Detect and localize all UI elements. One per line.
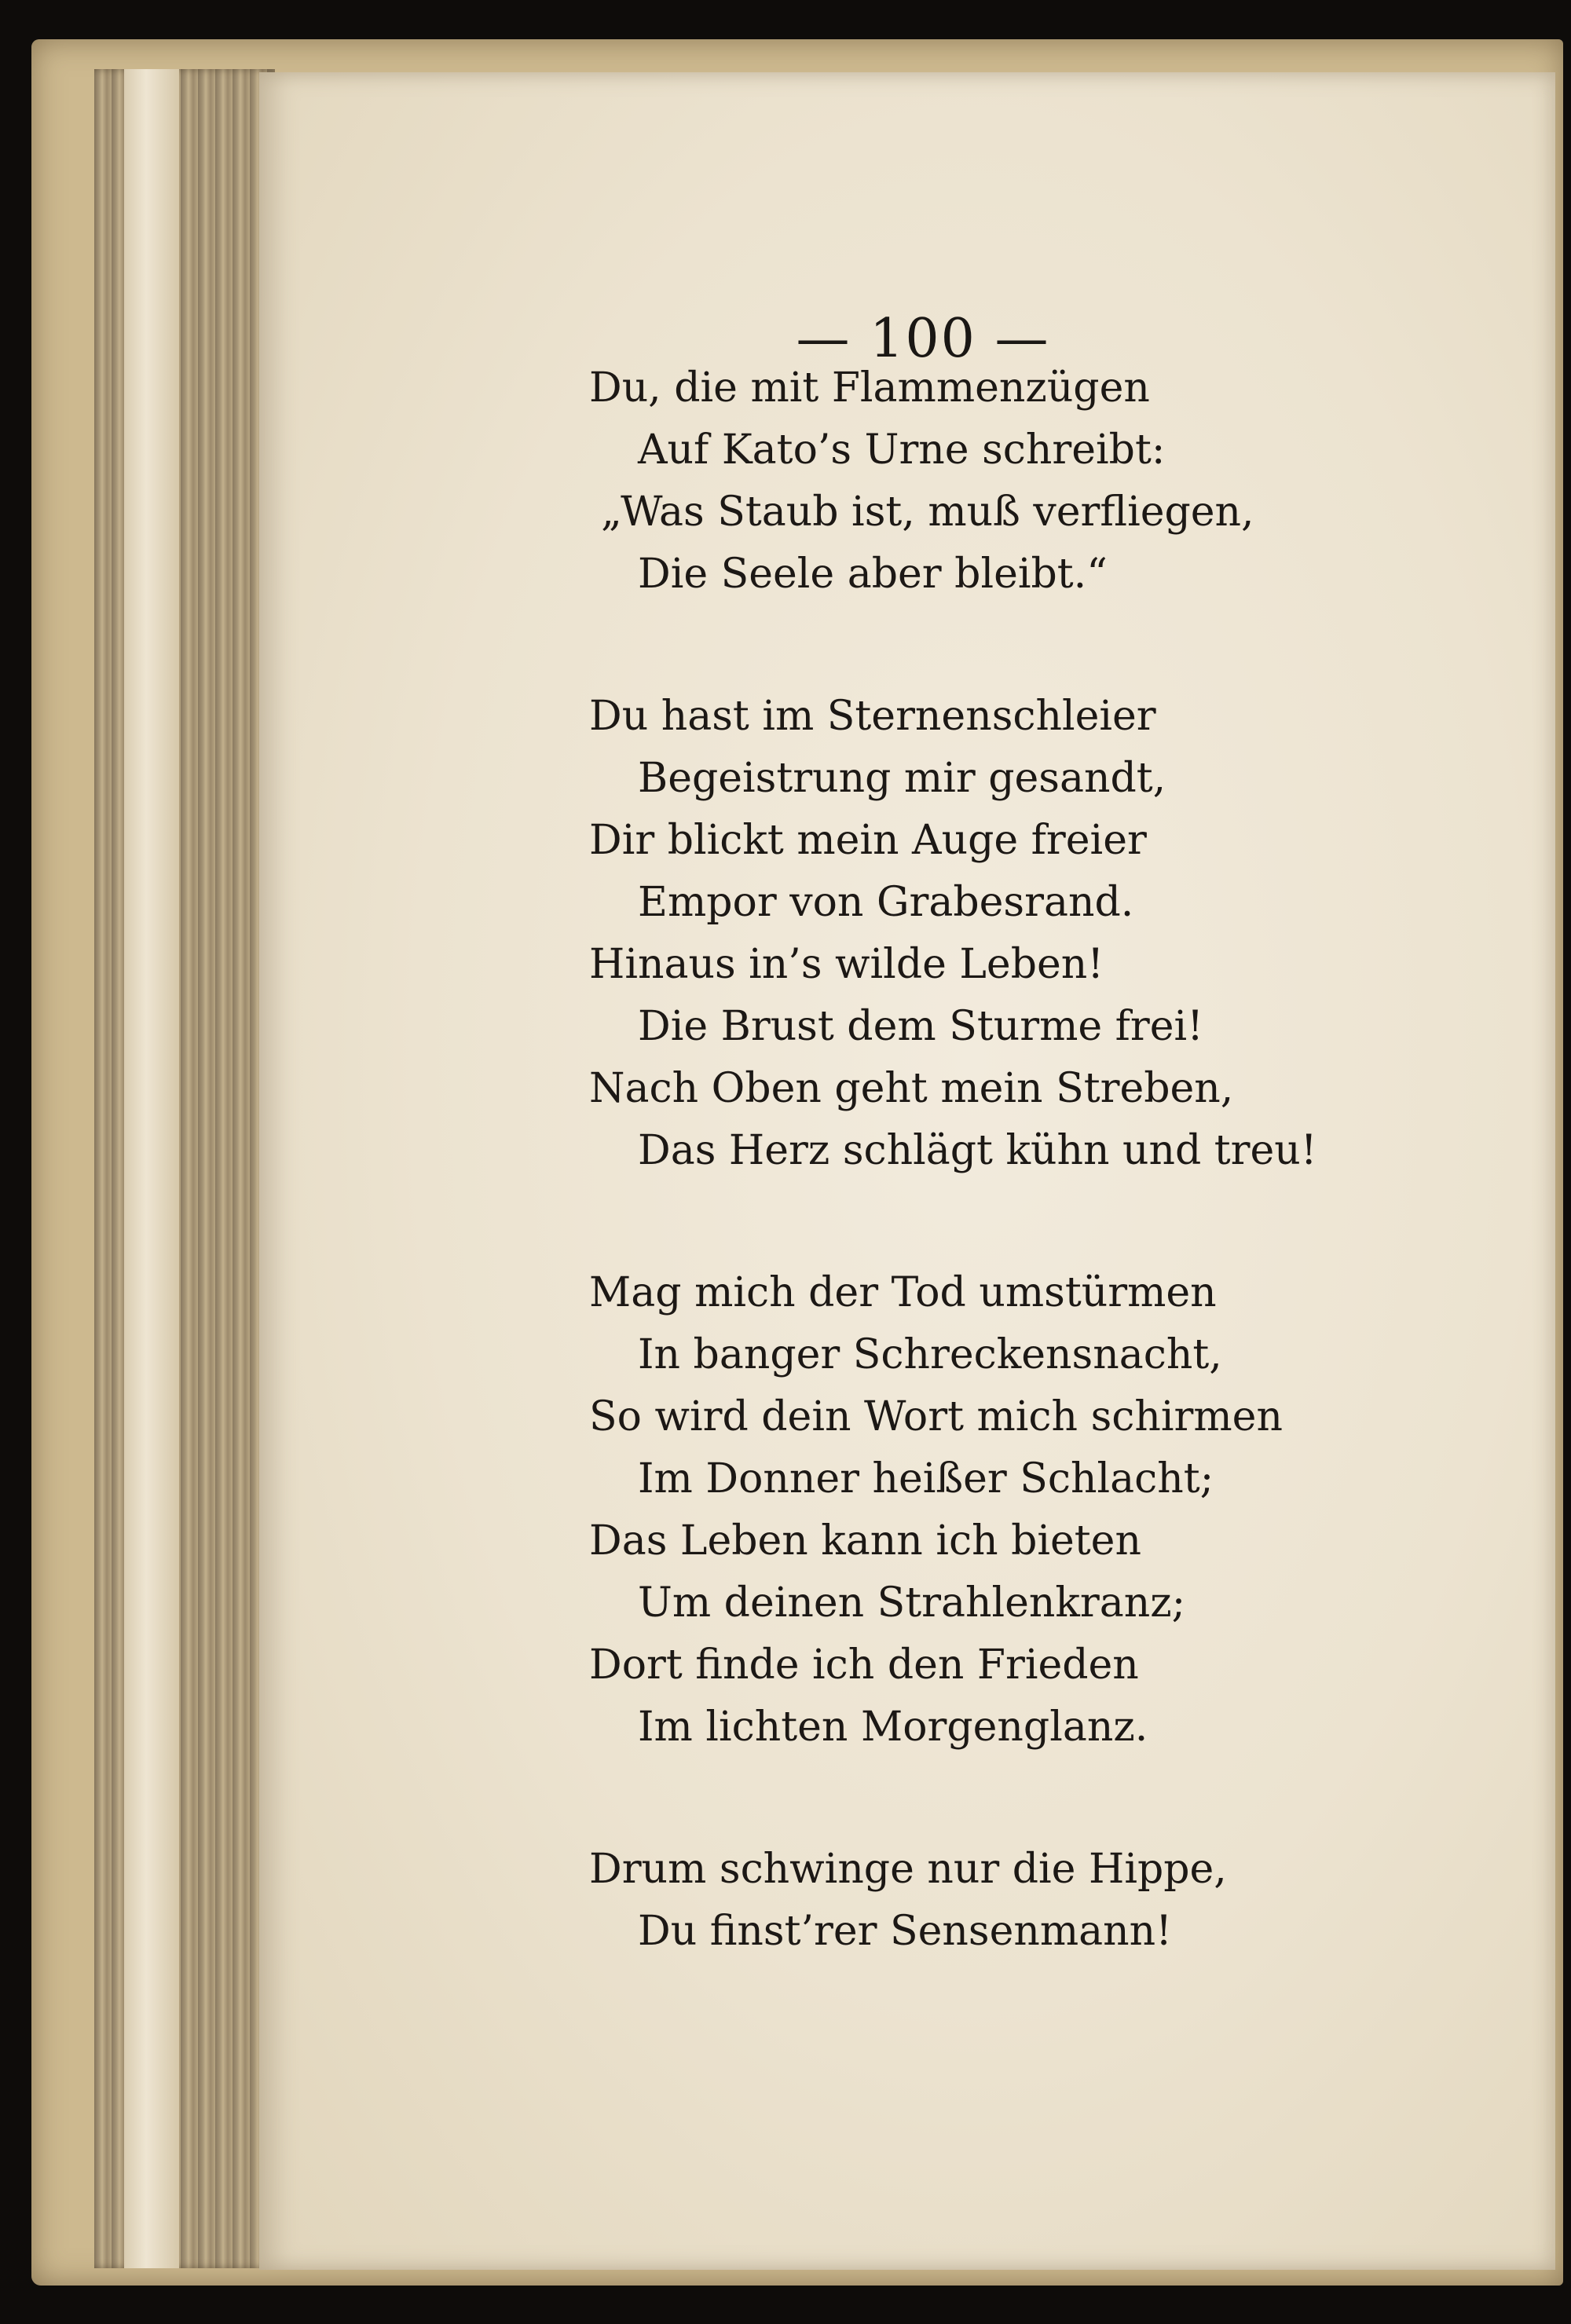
poem-line: Die Brust dem Sturme frei! [638,1003,1204,1050]
stanza-2 [589,686,1317,1182]
poem-line: Um deinen Strahlenkranz; [638,1579,1186,1627]
poem-line: In banger Schreckensnacht, [638,1331,1222,1378]
poem-line: „Was Staub ist, muß verfliegen, [601,489,1254,536]
poem-line: Hinaus in’s wilde Leben! [589,941,1104,988]
poem-line: Nach Oben geht mein Streben, [589,1065,1234,1112]
poem-line: Begeistrung mir gesandt, [638,755,1166,802]
stanza-1 [589,357,1317,606]
poem-line: Mag mich der Tod umstürmen [589,1269,1217,1316]
poem-line: Im Donner heißer Schlacht; [638,1455,1214,1502]
stanza-4 [589,1839,1317,1963]
poem-line: Du, die mit Flammenzügen [589,364,1150,412]
poem-line: Im lichten Morgenglanz. [638,1704,1148,1751]
poem-line: Drum schwinge nur die Hippe, [589,1846,1227,1893]
poem-line: Dort finde ich den Frieden [589,1641,1139,1689]
poem-text [589,357,1317,2043]
page-number: — 100 — [796,308,1050,370]
page-edges [94,69,275,2268]
poem-line: Dir blickt mein Auge freier [589,817,1147,864]
poem-line: Auf Kato’s Urne schreibt: [638,426,1166,474]
poem-line: Die Seele aber bleibt.“ [638,551,1108,598]
poem-line: Empor von Grabesrand. [638,879,1134,926]
poem-line: Du finst’rer Sensenmann! [638,1908,1173,1955]
poem-line: Das Leben kann ich bieten [589,1517,1141,1565]
poem-line: So wird dein Wort mich schirmen [589,1393,1283,1440]
page-edge-highlight [124,69,179,2268]
poem-line: Das Herz schlägt kühn und treu! [638,1127,1317,1174]
poem-line: Du hast im Sternenschleier [589,693,1156,740]
stanza-3 [589,1262,1317,1759]
